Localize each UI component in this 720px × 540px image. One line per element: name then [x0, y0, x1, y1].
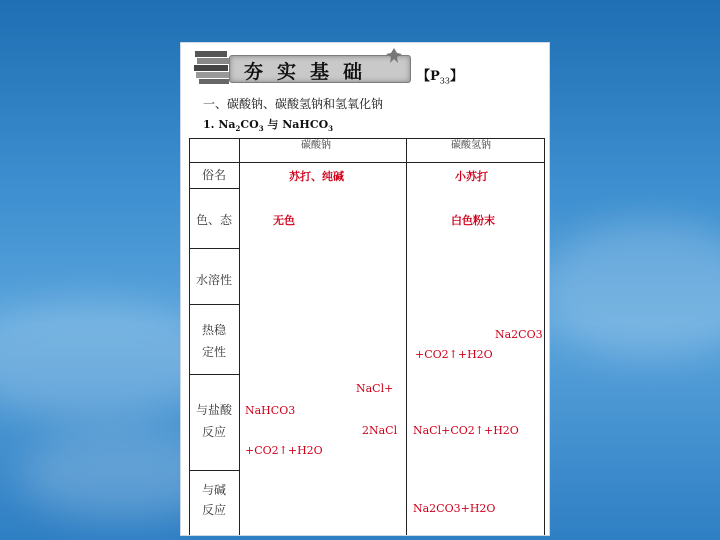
section-banner [229, 55, 411, 83]
cell-thermal-product-1: Na2CO3 [495, 328, 543, 341]
cell-hcl-nahco3: NaCl+CO2↑+H2O [413, 424, 519, 437]
row-label-thermal-stability: 热稳 [201, 323, 226, 337]
cell-common-name-nahco3: 小苏打 [455, 170, 488, 183]
cell-hcl-na2co3-b: NaHCO3 [245, 404, 296, 417]
table-divider [189, 162, 545, 163]
table-divider [189, 188, 239, 189]
column-header-sodium-carbonate: 碳酸钠 [301, 140, 331, 151]
table-divider [189, 470, 239, 471]
row-label-hcl-reaction-2: 反应 [201, 425, 226, 439]
table-divider [189, 248, 239, 249]
row-label-common-name: 俗名 [201, 168, 226, 182]
column-header-sodium-bicarbonate: 碳酸氢钠 [451, 140, 491, 151]
table-divider [189, 304, 239, 305]
table-divider [406, 138, 407, 536]
table-divider [239, 138, 240, 536]
section-title: 一、碳酸钠、碳酸氢钠和氢氧化钠 [203, 97, 384, 111]
row-label-solubility: 水溶性 [195, 273, 232, 287]
page-reference: 【$P_{33}$】 [417, 69, 463, 86]
cell-hcl-na2co3-d: +CO2↑+H2O [245, 444, 323, 457]
section-header [189, 45, 545, 89]
cell-color-nahco3: 白色粉末 [451, 214, 495, 227]
row-label-thermal-stability-2: 定性 [201, 345, 226, 359]
table-border [544, 138, 545, 536]
leaf-icon [385, 47, 403, 65]
cell-hcl-na2co3-a: NaCl+ [356, 382, 394, 395]
table-border [189, 138, 545, 139]
banner-title: 夯实基础 [244, 61, 377, 83]
table-divider [189, 374, 239, 375]
cell-hcl-na2co3-c: 2NaCl [362, 424, 398, 437]
subsection-title: 1. $Na_2CO_3$ 与 NaHCO$_3$ [203, 118, 334, 134]
cell-common-name-na2co3: 苏打、纯碱 [289, 170, 344, 183]
background-cloud [540, 220, 720, 360]
cell-base-nahco3: Na2CO3+H2O [413, 502, 496, 515]
books-icon [193, 45, 233, 85]
row-label-hcl-reaction: 与盐酸 [195, 403, 232, 417]
cell-color-na2co3: 无色 [273, 214, 295, 227]
slide [180, 42, 550, 536]
comparison-table [189, 138, 545, 536]
row-label-base-reaction-2: 反应 [201, 503, 226, 517]
row-label-base-reaction: 与碱 [201, 483, 226, 497]
cell-thermal-product-2: +CO2↑+H2O [415, 348, 493, 361]
row-label-color-state: 色、态 [195, 213, 232, 227]
